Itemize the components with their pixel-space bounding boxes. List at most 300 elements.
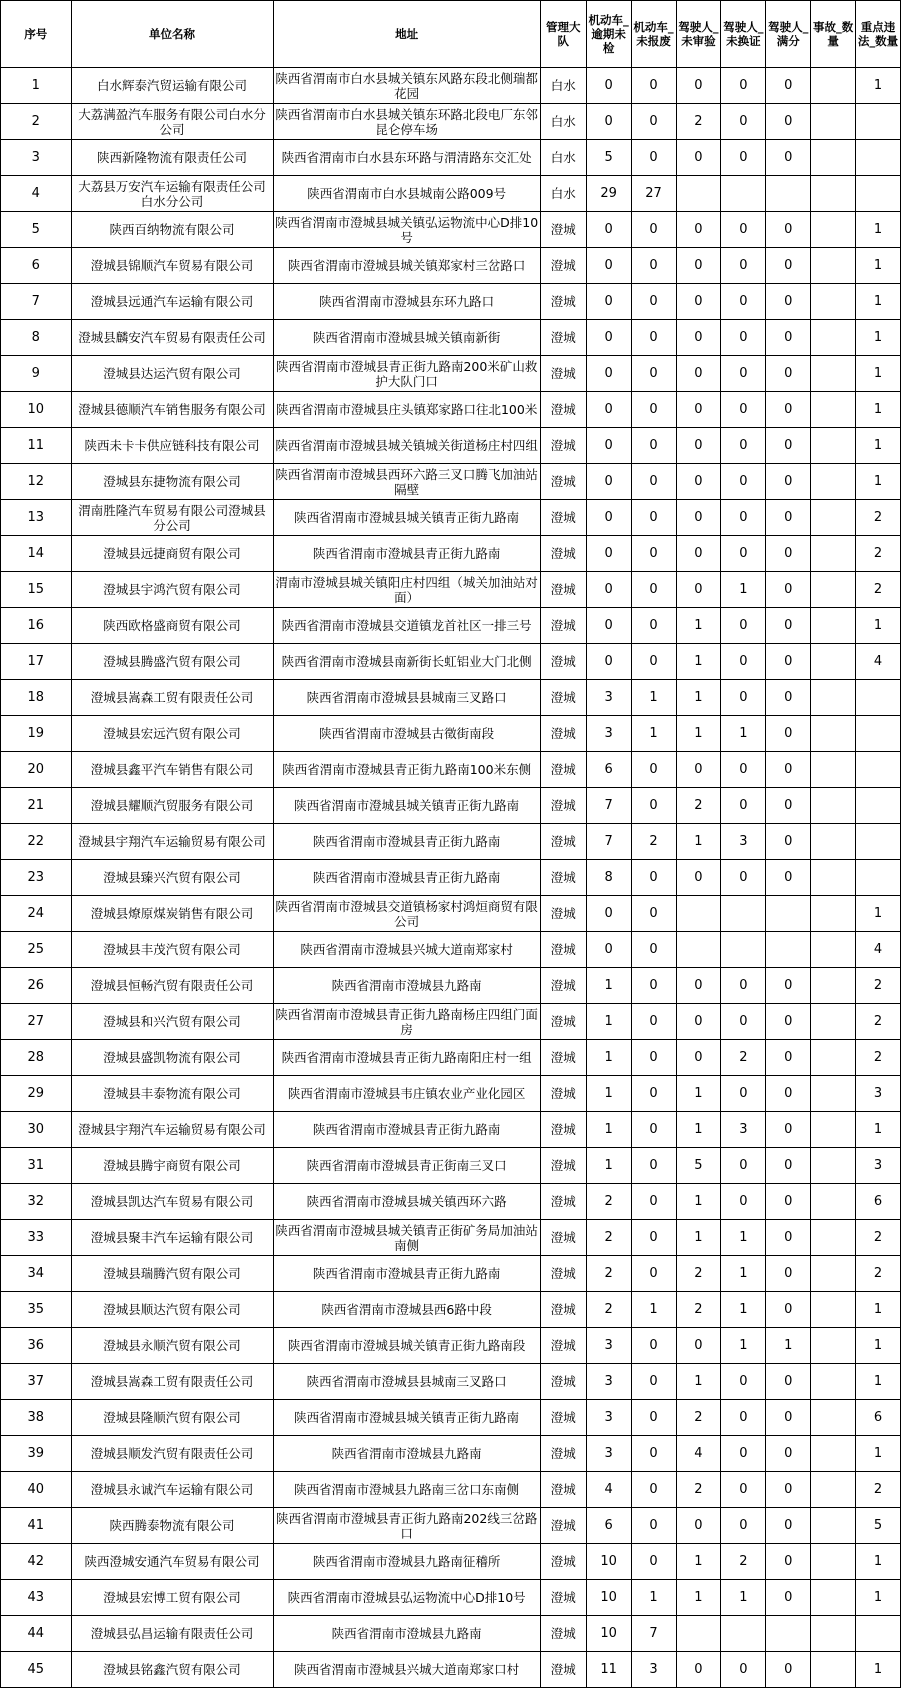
cell-brigade: 澄城	[540, 464, 586, 500]
cell-driver-license-not-renewed: 1	[721, 572, 766, 608]
cell-index: 15	[1, 572, 72, 608]
cell-company-name: 澄城县宇鸿汽贸有限公司	[71, 572, 273, 608]
cell-driver-full-points: 0	[766, 572, 811, 608]
cell-index: 44	[1, 1616, 72, 1652]
cell-index: 17	[1, 644, 72, 680]
cell-vehicle-overdue-inspection: 3	[586, 1400, 631, 1436]
cell-index: 8	[1, 320, 72, 356]
cell-key-violation-count: 5	[856, 1508, 901, 1544]
cell-vehicle-overdue-inspection: 0	[586, 608, 631, 644]
cell-accident-count	[811, 104, 856, 140]
cell-brigade: 澄城	[540, 320, 586, 356]
table-row	[1, 1580, 901, 1616]
cell-key-violation-count: 1	[856, 392, 901, 428]
cell-index: 24	[1, 896, 72, 932]
cell-driver-full-points: 0	[766, 140, 811, 176]
cell-vehicle-overdue-inspection: 0	[586, 932, 631, 968]
cell-company-name: 澄城县恒畅汽贸有限责任公司	[71, 968, 273, 1004]
cell-brigade: 澄城	[540, 1220, 586, 1256]
cell-driver-full-points: 0	[766, 248, 811, 284]
cell-driver-not-audited: 1	[676, 824, 721, 860]
cell-vehicle-overdue-inspection: 1	[586, 1148, 631, 1184]
cell-address: 陕西省渭南市澄城县东环九路口	[273, 284, 540, 320]
cell-driver-full-points: 0	[766, 644, 811, 680]
cell-driver-license-not-renewed: 0	[721, 320, 766, 356]
cell-driver-not-audited: 1	[676, 644, 721, 680]
cell-vehicle-not-scrapped: 0	[631, 1364, 676, 1400]
cell-vehicle-not-scrapped: 0	[631, 68, 676, 104]
header-address: 地址	[273, 1, 540, 68]
cell-company-name: 陕西腾泰物流有限公司	[71, 1508, 273, 1544]
cell-brigade: 澄城	[540, 752, 586, 788]
cell-index: 19	[1, 716, 72, 752]
cell-key-violation-count: 1	[856, 1292, 901, 1328]
cell-key-violation-count	[856, 824, 901, 860]
table-row	[1, 860, 901, 896]
cell-brigade: 澄城	[540, 644, 586, 680]
cell-vehicle-not-scrapped: 0	[631, 140, 676, 176]
cell-driver-license-not-renewed: 2	[721, 1040, 766, 1076]
cell-driver-not-audited: 0	[676, 536, 721, 572]
cell-index: 36	[1, 1328, 72, 1364]
cell-index: 13	[1, 500, 72, 536]
cell-vehicle-overdue-inspection: 0	[586, 212, 631, 248]
cell-driver-full-points: 0	[766, 1400, 811, 1436]
cell-driver-license-not-renewed: 0	[721, 464, 766, 500]
cell-index: 25	[1, 932, 72, 968]
cell-driver-license-not-renewed: 0	[721, 1364, 766, 1400]
cell-address: 陕西省渭南市澄城县西6路中段	[273, 1292, 540, 1328]
cell-company-name: 澄城县宇翔汽车运输贸易有限公司	[71, 824, 273, 860]
cell-vehicle-overdue-inspection: 0	[586, 896, 631, 932]
cell-driver-full-points: 0	[766, 1184, 811, 1220]
cell-brigade: 澄城	[540, 608, 586, 644]
cell-address: 陕西省渭南市澄城县庄头镇郑家路口往北100米	[273, 392, 540, 428]
cell-brigade: 澄城	[540, 968, 586, 1004]
cell-key-violation-count: 6	[856, 1400, 901, 1436]
cell-company-name: 澄城县凯达汽车贸易有限公司	[71, 1184, 273, 1220]
table-row	[1, 320, 901, 356]
cell-driver-license-not-renewed	[721, 1616, 766, 1652]
cell-driver-license-not-renewed: 0	[721, 788, 766, 824]
cell-key-violation-count: 1	[856, 1652, 901, 1688]
table-row	[1, 176, 901, 212]
table-row	[1, 392, 901, 428]
cell-accident-count	[811, 1076, 856, 1112]
cell-driver-not-audited: 1	[676, 608, 721, 644]
cell-vehicle-overdue-inspection: 1	[586, 1004, 631, 1040]
table-row	[1, 1616, 901, 1652]
cell-driver-not-audited: 0	[676, 500, 721, 536]
cell-index: 6	[1, 248, 72, 284]
header-index: 序号	[1, 1, 72, 68]
cell-driver-not-audited: 0	[676, 356, 721, 392]
cell-driver-not-audited: 1	[676, 1076, 721, 1112]
cell-key-violation-count: 4	[856, 932, 901, 968]
table-row	[1, 1040, 901, 1076]
cell-brigade: 澄城	[540, 1292, 586, 1328]
cell-driver-license-not-renewed: 0	[721, 968, 766, 1004]
cell-company-name: 澄城县永顺汽贸有限公司	[71, 1328, 273, 1364]
header-vehicle-not-scrapped: 机动车_未报废	[631, 1, 676, 68]
cell-driver-license-not-renewed: 0	[721, 1004, 766, 1040]
cell-index: 37	[1, 1364, 72, 1400]
cell-driver-not-audited: 5	[676, 1148, 721, 1184]
cell-key-violation-count: 2	[856, 536, 901, 572]
cell-address: 陕西省渭南市澄城县青正街九路南	[273, 860, 540, 896]
cell-accident-count	[811, 1616, 856, 1652]
cell-index: 32	[1, 1184, 72, 1220]
cell-key-violation-count: 1	[856, 1436, 901, 1472]
cell-company-name: 澄城县臻兴汽贸有限公司	[71, 860, 273, 896]
cell-accident-count	[811, 1148, 856, 1184]
cell-accident-count	[811, 1184, 856, 1220]
header-driver-full-points: 驾驶人_满分	[766, 1, 811, 68]
cell-address: 陕西省渭南市白水县东环路与渭清路东交汇处	[273, 140, 540, 176]
cell-vehicle-overdue-inspection: 3	[586, 680, 631, 716]
cell-address: 陕西省渭南市澄城县交道镇杨家村鸿烜商贸有限公司	[273, 896, 540, 932]
cell-brigade: 澄城	[540, 572, 586, 608]
cell-company-name: 澄城县宏远汽贸有限公司	[71, 716, 273, 752]
cell-driver-full-points: 0	[766, 1436, 811, 1472]
cell-driver-not-audited	[676, 932, 721, 968]
cell-driver-full-points: 0	[766, 1544, 811, 1580]
cell-driver-full-points: 0	[766, 860, 811, 896]
cell-company-name: 澄城县腾宇商贸有限公司	[71, 1148, 273, 1184]
cell-driver-not-audited: 0	[676, 428, 721, 464]
cell-brigade: 澄城	[540, 284, 586, 320]
cell-key-violation-count: 1	[856, 1328, 901, 1364]
cell-driver-not-audited	[676, 176, 721, 212]
cell-index: 31	[1, 1148, 72, 1184]
cell-key-violation-count: 1	[856, 608, 901, 644]
cell-brigade: 澄城	[540, 1256, 586, 1292]
cell-company-name: 澄城县腾盛汽贸有限公司	[71, 644, 273, 680]
cell-company-name: 陕西百纳物流有限公司	[71, 212, 273, 248]
cell-driver-license-not-renewed: 0	[721, 644, 766, 680]
cell-accident-count	[811, 464, 856, 500]
cell-index: 26	[1, 968, 72, 1004]
cell-accident-count	[811, 248, 856, 284]
cell-accident-count	[811, 284, 856, 320]
table-row	[1, 1652, 901, 1688]
table-row	[1, 284, 901, 320]
cell-company-name: 澄城县永诚汽车运输有限公司	[71, 1472, 273, 1508]
table-header	[1, 1, 901, 68]
cell-key-violation-count: 6	[856, 1184, 901, 1220]
cell-company-name: 澄城县锦顺汽车贸易有限公司	[71, 248, 273, 284]
cell-vehicle-overdue-inspection: 0	[586, 464, 631, 500]
cell-vehicle-not-scrapped: 0	[631, 1508, 676, 1544]
cell-key-violation-count	[856, 716, 901, 752]
cell-key-violation-count: 2	[856, 1220, 901, 1256]
cell-accident-count	[811, 572, 856, 608]
cell-driver-license-not-renewed: 0	[721, 500, 766, 536]
cell-driver-full-points: 0	[766, 1076, 811, 1112]
cell-brigade: 澄城	[540, 824, 586, 860]
cell-brigade: 白水	[540, 176, 586, 212]
cell-vehicle-overdue-inspection: 6	[586, 1508, 631, 1544]
cell-vehicle-not-scrapped: 0	[631, 1436, 676, 1472]
cell-company-name: 澄城县丰茂汽贸有限公司	[71, 932, 273, 968]
cell-vehicle-overdue-inspection: 0	[586, 428, 631, 464]
cell-address: 陕西省渭南市澄城县青正街九路南	[273, 824, 540, 860]
cell-driver-full-points: 0	[766, 320, 811, 356]
cell-vehicle-not-scrapped: 0	[631, 536, 676, 572]
cell-index: 9	[1, 356, 72, 392]
cell-address: 陕西省渭南市澄城县西环六路三叉口腾飞加油站隔壁	[273, 464, 540, 500]
cell-vehicle-not-scrapped: 0	[631, 896, 676, 932]
cell-vehicle-not-scrapped: 0	[631, 1148, 676, 1184]
cell-company-name: 渭南胜隆汽车贸易有限公司澄城县分公司	[71, 500, 273, 536]
cell-address: 陕西省渭南市澄城县城关镇南新街	[273, 320, 540, 356]
cell-company-name: 白水辉泰汽贸运输有限公司	[71, 68, 273, 104]
table-row	[1, 1544, 901, 1580]
cell-vehicle-overdue-inspection: 1	[586, 1112, 631, 1148]
cell-company-name: 澄城县弘昌运输有限责任公司	[71, 1616, 273, 1652]
cell-brigade: 澄城	[540, 1004, 586, 1040]
cell-driver-full-points: 0	[766, 1472, 811, 1508]
cell-brigade: 澄城	[540, 1508, 586, 1544]
cell-driver-license-not-renewed: 1	[721, 1256, 766, 1292]
cell-address: 陕西省渭南市澄城县古徵街南段	[273, 716, 540, 752]
cell-brigade: 澄城	[540, 1436, 586, 1472]
table-row	[1, 1292, 901, 1328]
cell-accident-count	[811, 1220, 856, 1256]
cell-index: 21	[1, 788, 72, 824]
cell-index: 40	[1, 1472, 72, 1508]
table-row	[1, 752, 901, 788]
cell-address: 陕西省渭南市澄城县青正街九路南200米矿山救护大队门口	[273, 356, 540, 392]
cell-vehicle-overdue-inspection: 3	[586, 716, 631, 752]
cell-vehicle-not-scrapped: 0	[631, 572, 676, 608]
cell-vehicle-overdue-inspection: 3	[586, 1364, 631, 1400]
table-row	[1, 1508, 901, 1544]
cell-driver-license-not-renewed: 0	[721, 1508, 766, 1544]
cell-vehicle-not-scrapped: 0	[631, 1004, 676, 1040]
cell-company-name: 澄城县铭鑫汽贸有限公司	[71, 1652, 273, 1688]
cell-company-name: 澄城县远通汽车运输有限公司	[71, 284, 273, 320]
cell-vehicle-not-scrapped: 0	[631, 392, 676, 428]
cell-driver-license-not-renewed	[721, 896, 766, 932]
table-row	[1, 1004, 901, 1040]
cell-key-violation-count: 3	[856, 1148, 901, 1184]
cell-accident-count	[811, 500, 856, 536]
cell-key-violation-count: 1	[856, 68, 901, 104]
cell-vehicle-overdue-inspection: 2	[586, 1184, 631, 1220]
table-row	[1, 1112, 901, 1148]
cell-brigade: 澄城	[540, 1616, 586, 1652]
cell-brigade: 澄城	[540, 356, 586, 392]
cell-driver-full-points: 0	[766, 968, 811, 1004]
cell-brigade: 澄城	[540, 428, 586, 464]
cell-index: 38	[1, 1400, 72, 1436]
cell-company-name: 陕西新隆物流有限责任公司	[71, 140, 273, 176]
cell-address: 陕西省渭南市澄城县韦庄镇农业产业化园区	[273, 1076, 540, 1112]
cell-driver-license-not-renewed: 3	[721, 1112, 766, 1148]
cell-vehicle-overdue-inspection: 5	[586, 140, 631, 176]
cell-company-name: 澄城县宏博工贸有限公司	[71, 1580, 273, 1616]
cell-key-violation-count	[856, 104, 901, 140]
cell-company-name: 澄城县和兴汽贸有限公司	[71, 1004, 273, 1040]
cell-key-violation-count: 1	[856, 212, 901, 248]
cell-index: 12	[1, 464, 72, 500]
cell-company-name: 澄城县顺达汽贸有限公司	[71, 1292, 273, 1328]
table-row	[1, 788, 901, 824]
cell-driver-license-not-renewed: 0	[721, 1436, 766, 1472]
cell-driver-full-points: 0	[766, 1112, 811, 1148]
cell-driver-not-audited: 0	[676, 464, 721, 500]
cell-vehicle-not-scrapped: 0	[631, 1400, 676, 1436]
table-row	[1, 1328, 901, 1364]
cell-vehicle-overdue-inspection: 0	[586, 68, 631, 104]
cell-vehicle-overdue-inspection: 0	[586, 248, 631, 284]
cell-vehicle-not-scrapped: 27	[631, 176, 676, 212]
cell-address: 陕西省渭南市澄城县九路南	[273, 1616, 540, 1652]
table-row	[1, 1184, 901, 1220]
cell-brigade: 澄城	[540, 1040, 586, 1076]
cell-index: 1	[1, 68, 72, 104]
cell-driver-not-audited: 1	[676, 716, 721, 752]
cell-brigade: 白水	[540, 68, 586, 104]
cell-driver-full-points	[766, 932, 811, 968]
cell-key-violation-count: 1	[856, 464, 901, 500]
table-row	[1, 572, 901, 608]
cell-brigade: 澄城	[540, 500, 586, 536]
cell-accident-count	[811, 1004, 856, 1040]
cell-driver-full-points: 0	[766, 68, 811, 104]
cell-vehicle-overdue-inspection: 2	[586, 1292, 631, 1328]
cell-vehicle-not-scrapped: 0	[631, 1472, 676, 1508]
cell-index: 45	[1, 1652, 72, 1688]
cell-address: 陕西省渭南市澄城县城关镇西环六路	[273, 1184, 540, 1220]
cell-vehicle-overdue-inspection: 10	[586, 1544, 631, 1580]
cell-accident-count	[811, 536, 856, 572]
cell-driver-not-audited: 0	[676, 320, 721, 356]
cell-index: 16	[1, 608, 72, 644]
cell-brigade: 澄城	[540, 932, 586, 968]
cell-brigade: 澄城	[540, 1328, 586, 1364]
cell-key-violation-count	[856, 788, 901, 824]
cell-vehicle-overdue-inspection: 0	[586, 320, 631, 356]
table-row	[1, 68, 901, 104]
cell-driver-full-points: 0	[766, 500, 811, 536]
table-row	[1, 896, 901, 932]
cell-vehicle-overdue-inspection: 8	[586, 860, 631, 896]
cell-driver-license-not-renewed: 0	[721, 68, 766, 104]
cell-index: 41	[1, 1508, 72, 1544]
cell-address: 陕西省渭南市澄城县青正街九路南阳庄村一组	[273, 1040, 540, 1076]
cell-address: 陕西省渭南市澄城县九路南	[273, 968, 540, 1004]
cell-brigade: 澄城	[540, 1364, 586, 1400]
cell-vehicle-overdue-inspection: 1	[586, 968, 631, 1004]
cell-index: 20	[1, 752, 72, 788]
cell-company-name: 澄城县顺发汽贸有限责任公司	[71, 1436, 273, 1472]
cell-driver-full-points: 0	[766, 1004, 811, 1040]
cell-driver-full-points: 0	[766, 788, 811, 824]
cell-vehicle-not-scrapped: 0	[631, 428, 676, 464]
table-row	[1, 1472, 901, 1508]
cell-vehicle-not-scrapped: 0	[631, 1544, 676, 1580]
cell-driver-full-points: 0	[766, 1256, 811, 1292]
cell-driver-not-audited: 2	[676, 1472, 721, 1508]
cell-brigade: 澄城	[540, 1184, 586, 1220]
cell-key-violation-count: 3	[856, 1076, 901, 1112]
cell-driver-not-audited: 1	[676, 1580, 721, 1616]
cell-company-name: 澄城县燎原煤炭销售有限公司	[71, 896, 273, 932]
cell-key-violation-count	[856, 752, 901, 788]
cell-driver-license-not-renewed: 1	[721, 1220, 766, 1256]
cell-company-name: 陕西未卡卡供应链科技有限公司	[71, 428, 273, 464]
cell-driver-full-points: 0	[766, 392, 811, 428]
cell-accident-count	[811, 680, 856, 716]
cell-vehicle-not-scrapped: 0	[631, 932, 676, 968]
cell-key-violation-count: 2	[856, 572, 901, 608]
cell-driver-not-audited: 0	[676, 248, 721, 284]
cell-driver-license-not-renewed: 0	[721, 1076, 766, 1112]
cell-brigade: 白水	[540, 140, 586, 176]
table-row	[1, 140, 901, 176]
cell-driver-not-audited: 0	[676, 1508, 721, 1544]
cell-key-violation-count: 1	[856, 248, 901, 284]
cell-company-name: 澄城县东捷物流有限公司	[71, 464, 273, 500]
cell-vehicle-overdue-inspection: 10	[586, 1580, 631, 1616]
cell-driver-not-audited: 0	[676, 860, 721, 896]
cell-vehicle-overdue-inspection: 0	[586, 644, 631, 680]
cell-vehicle-not-scrapped: 0	[631, 1256, 676, 1292]
cell-address: 陕西省渭南市澄城县南新街长虹铝业大门北侧	[273, 644, 540, 680]
cell-vehicle-not-scrapped: 1	[631, 680, 676, 716]
cell-key-violation-count: 2	[856, 1040, 901, 1076]
cell-vehicle-not-scrapped: 0	[631, 968, 676, 1004]
table-row	[1, 932, 901, 968]
table-row	[1, 1400, 901, 1436]
cell-vehicle-not-scrapped: 0	[631, 500, 676, 536]
cell-vehicle-overdue-inspection: 7	[586, 788, 631, 824]
cell-key-violation-count: 1	[856, 896, 901, 932]
cell-vehicle-not-scrapped: 0	[631, 1040, 676, 1076]
cell-vehicle-not-scrapped: 0	[631, 356, 676, 392]
cell-index: 33	[1, 1220, 72, 1256]
cell-driver-full-points: 0	[766, 608, 811, 644]
cell-accident-count	[811, 176, 856, 212]
cell-index: 2	[1, 104, 72, 140]
cell-driver-full-points: 0	[766, 1508, 811, 1544]
cell-index: 30	[1, 1112, 72, 1148]
cell-vehicle-overdue-inspection: 0	[586, 572, 631, 608]
cell-brigade: 澄城	[540, 860, 586, 896]
cell-accident-count	[811, 1472, 856, 1508]
cell-vehicle-not-scrapped: 2	[631, 824, 676, 860]
cell-vehicle-overdue-inspection: 1	[586, 1040, 631, 1076]
cell-brigade: 澄城	[540, 1472, 586, 1508]
cell-accident-count	[811, 392, 856, 428]
cell-driver-license-not-renewed: 0	[721, 212, 766, 248]
header-key-violation-count: 重点违法_数量	[856, 1, 901, 68]
cell-key-violation-count	[856, 140, 901, 176]
cell-key-violation-count: 1	[856, 428, 901, 464]
cell-driver-license-not-renewed: 1	[721, 1580, 766, 1616]
cell-accident-count	[811, 608, 856, 644]
table-row	[1, 1436, 901, 1472]
cell-index: 43	[1, 1580, 72, 1616]
cell-vehicle-not-scrapped: 0	[631, 248, 676, 284]
cell-driver-not-audited: 0	[676, 752, 721, 788]
cell-index: 5	[1, 212, 72, 248]
cell-accident-count	[811, 140, 856, 176]
cell-address: 渭南市澄城县城关镇阳庄村四组（城关加油站对面）	[273, 572, 540, 608]
cell-driver-not-audited: 0	[676, 68, 721, 104]
